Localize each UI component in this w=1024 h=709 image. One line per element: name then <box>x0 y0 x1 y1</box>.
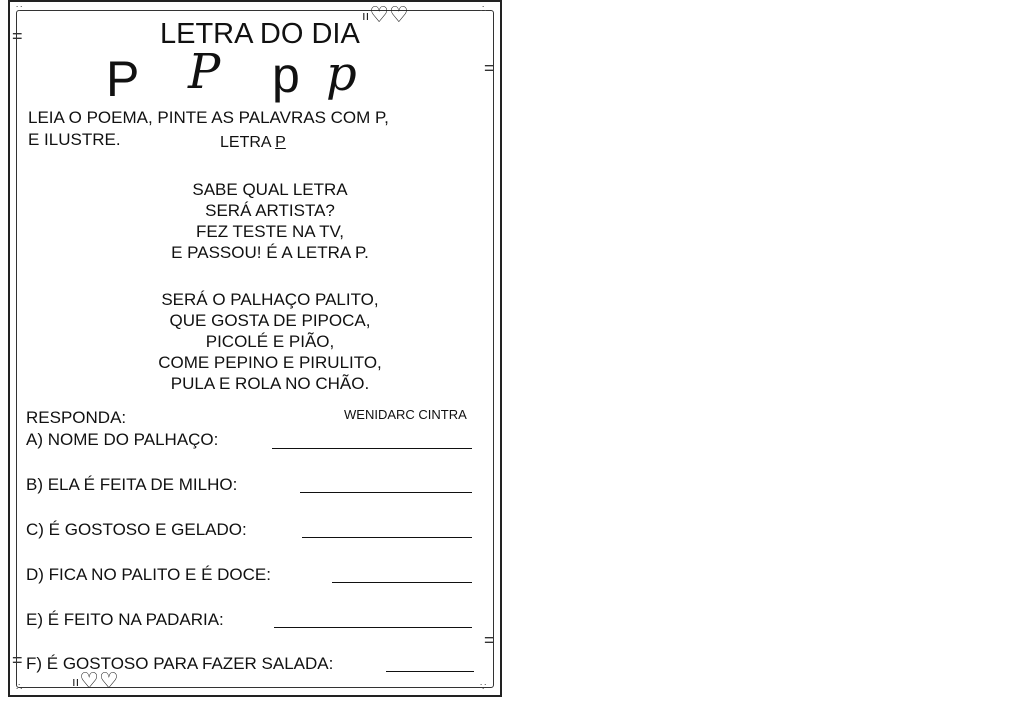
poem-line: COME PEPINO E PIRULITO, <box>158 353 382 372</box>
poem-line: SERÁ O PALHAÇO PALITO, <box>161 290 379 309</box>
tick-mark-left-top: = <box>12 26 23 46</box>
question-c: C) É GOSTOSO E GELADO: <box>26 520 247 539</box>
poem-line: PULA E ROLA NO CHÃO. <box>170 374 370 393</box>
answer-line-b[interactable] <box>300 492 472 493</box>
poem-line: SABE QUAL LETRA <box>192 180 348 199</box>
poem-line: SERÁ ARTISTA? <box>205 201 335 220</box>
letter-print-upper: P <box>106 51 140 107</box>
question-b: B) ELA É FEITA DE MILHO: <box>26 475 238 494</box>
poem-title: LETRA P <box>220 134 286 151</box>
poem-stanza-2 <box>110 289 430 394</box>
instruction-line-1: LEIA O POEMA, PINTE AS PALAVRAS COM P, <box>28 108 389 127</box>
answer-line-f[interactable] <box>386 671 474 672</box>
tick-mark-left-bottom: = <box>12 650 23 670</box>
page-title: LETRA DO DIA <box>160 18 360 50</box>
hearts-icon-bottom: ıı♡♡ <box>72 668 119 693</box>
poem-line: FEZ TESTE NA TV, <box>195 222 344 241</box>
corner-dots-bottom-left: ∴ <box>16 682 23 693</box>
letter-cursive-upper: P <box>188 44 221 100</box>
poem-line: PICOLÉ E PIÃO, <box>205 332 335 351</box>
answer-line-e[interactable] <box>274 627 472 628</box>
question-d: D) FICA NO PALITO E É DOCE: <box>26 565 271 584</box>
question-a: A) NOME DO PALHAÇO: <box>26 430 219 449</box>
poem-line: QUE GOSTA DE PIPOCA, <box>169 311 371 330</box>
question-e: E) É FEITO NA PADARIA: <box>26 610 224 629</box>
answer-line-c[interactable] <box>302 537 472 538</box>
letter-print-lower: p <box>272 47 300 103</box>
corner-dots-top-left: ∵ <box>16 4 23 15</box>
corner-dots-bottom-right: ∵ <box>480 682 487 693</box>
corner-dots-top-right: ∴ <box>480 4 487 15</box>
answer-line-d[interactable] <box>332 582 472 583</box>
instruction-line-2: E ILUSTRE. <box>28 130 121 149</box>
poem-author: WENIDARC CINTRA <box>344 407 467 422</box>
tick-mark-right-top: = <box>484 58 495 78</box>
answer-line-a[interactable] <box>272 448 472 449</box>
questions-heading: RESPONDA: <box>26 408 127 427</box>
hearts-icon-top: ıı♡♡ <box>362 2 409 27</box>
worksheet <box>8 0 502 697</box>
letter-cursive-lower: p <box>326 46 357 102</box>
tick-mark-right-bottom: = <box>484 630 495 650</box>
poem-stanza-1 <box>110 179 430 263</box>
question-f: F) É GOSTOSO PARA FAZER SALADA: <box>26 654 334 673</box>
poem-line: E PASSOU! É A LETRA P. <box>171 243 369 262</box>
